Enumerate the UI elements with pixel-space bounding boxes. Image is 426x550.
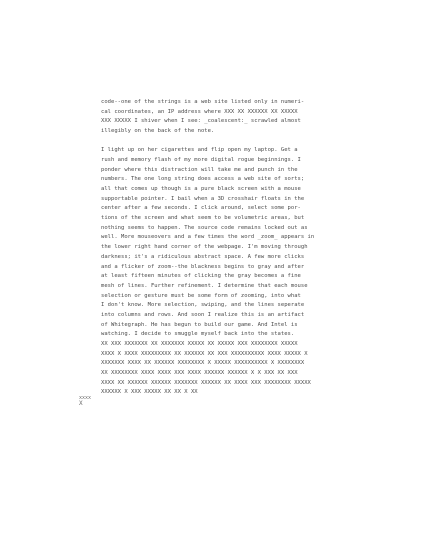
text-line: I light up on her cigarettes and flip open my laptop. Get a bbox=[101, 147, 298, 154]
paragraph-2 bbox=[101, 146, 365, 398]
text-line: ponder where this distraction will take me and punch in the bbox=[101, 166, 298, 173]
redacted-line: XX XXXXXXXX XXXX XXXX XXX XXXX XXXXXX XXXXXX X X XXX XX XXX bbox=[101, 370, 298, 377]
text-line: into columns and rows. And soon I realize this is an artifact bbox=[101, 311, 305, 318]
redacted-line: XX XXX XXXXXXX XX XXXXXXX XXXXX XX XXXXX XXX XXXXXXXX XXXXX bbox=[101, 341, 298, 347]
text-line: the lower right hand corner of the webpage. I'm moving through bbox=[101, 244, 308, 251]
redacted-line: XXXXXX X XXX XXXXX XX XX X XX bbox=[101, 389, 198, 396]
text-line: rush and memory flash of my more digital rogue beginnings. I bbox=[101, 156, 301, 163]
text-line: of Whitegraph. He has begun to build our game. And Intel is bbox=[101, 321, 298, 328]
text-line: well. More mouseovers and a few times the word _zoom_ appears in bbox=[101, 234, 315, 241]
text-line: illegibly on the back of the note. bbox=[101, 128, 215, 135]
body-text bbox=[101, 98, 365, 398]
text-line: supportable pointer. I bail when a 3D crosshair floats in the bbox=[101, 195, 305, 202]
text-line: watching. I decide to smuggle myself back into the states. bbox=[101, 331, 295, 338]
text-line: center after a few seconds. I click around, select some por- bbox=[101, 205, 301, 212]
text-line: code--one of the strings is a web site listed only in numeri- bbox=[101, 99, 305, 105]
redacted-line: XXXX XX XXXXXX XXXXXX XXXXXXX XXXXXX XX XXXX XXX XXXXXXXX XXXXX bbox=[101, 379, 311, 386]
margin-x-mark: X bbox=[79, 400, 83, 407]
margin-annotation: xxxx bbox=[79, 395, 92, 401]
text-line: tions of the screen and what seem to be volumetric areas, but bbox=[101, 215, 305, 222]
text-line: darkness; it's a ridiculous abstract space. A few more clicks bbox=[101, 253, 305, 260]
text-line: and a flicker of zoom--the blackness begins to gray and after bbox=[101, 263, 305, 270]
text-line: at least fifteen minutes of clicking the gray becomes a fine bbox=[101, 273, 301, 280]
text-line: XXX XXXXX I shiver when I see: _coalescent:_ scrawled almost bbox=[101, 118, 301, 125]
text-line: all that comes up though is a pure black screen with a mouse bbox=[101, 186, 301, 192]
text-line: cal coordinates, an IP address where XXX XX XXXXXX XX XXXXX bbox=[101, 108, 298, 115]
text-line: selection or gesture must be some form of zooming, into what bbox=[101, 292, 301, 299]
redacted-line: XXXX X XXXX XXXXXXXXX XX XXXXXX XX XXX XXXXXXXXXX XXXX XXXXX X bbox=[101, 350, 308, 357]
paragraph-gap bbox=[101, 137, 365, 147]
paragraph-1 bbox=[101, 98, 365, 137]
text-line: I don't know. More selection, swiping, and the lines seperate bbox=[101, 302, 305, 309]
text-line: nothing seems to happen. The source code remains locked out as bbox=[101, 224, 308, 231]
text-line: numbers. The one long string does access a web site of sorts; bbox=[101, 176, 305, 183]
text-line: mesh of lines. Further refinement. I determine that each mouse bbox=[101, 282, 308, 289]
redacted-line: XXXXXXX XXXX XX XXXXXX XXXXXXXX X XXXXX XXXXXXXXXX X XXXXXXXX bbox=[101, 360, 305, 367]
